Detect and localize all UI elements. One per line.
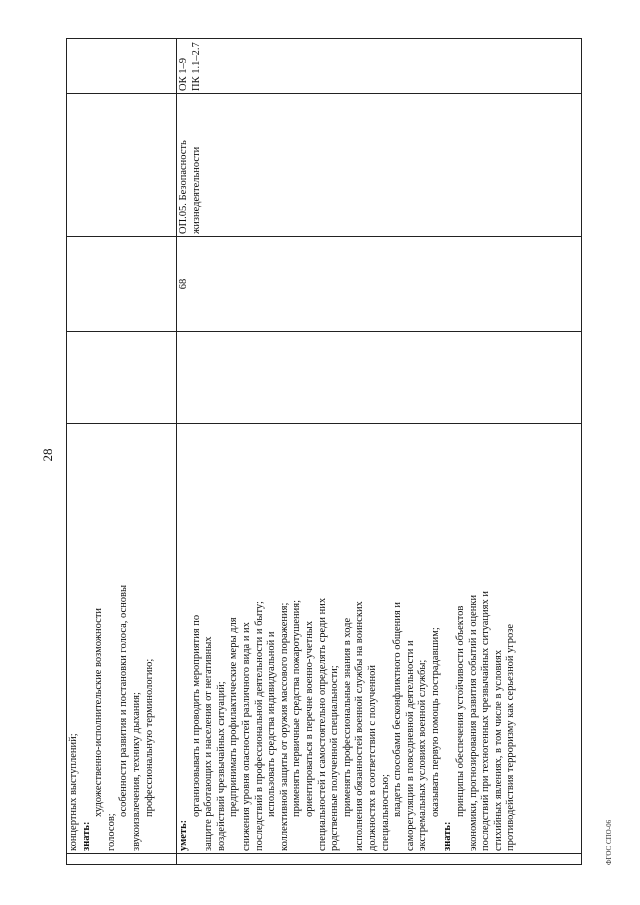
list-item: противодействия терроризму как серьезной угрозе bbox=[505, 623, 517, 851]
list-item: защите работающих и населения от негативных bbox=[203, 636, 215, 851]
competences-cell bbox=[177, 39, 582, 94]
discipline-cell bbox=[177, 94, 582, 237]
list-item: профессиональную терминологию; bbox=[143, 658, 155, 817]
list-item: владеть способами бесконфликтного общения и bbox=[392, 602, 404, 817]
list-item: оказывать первую помощь пострадавшим; bbox=[429, 627, 441, 817]
znat-label: знать: bbox=[80, 821, 92, 851]
row-index-cell bbox=[67, 854, 177, 865]
table-row-music bbox=[67, 39, 177, 865]
list-item: должностях в соответствии с полученной bbox=[366, 665, 378, 851]
row-index-cell bbox=[177, 854, 582, 865]
page-number: 28 bbox=[40, 448, 55, 462]
list-item: последствий при техногенных чрезвычайных ситуациях и bbox=[480, 591, 492, 851]
list-item: художественно-исполнительские возможности bbox=[93, 607, 105, 817]
requirements-cell bbox=[67, 424, 177, 854]
umet-label: уметь: bbox=[178, 819, 189, 851]
table-row-bzhd bbox=[177, 39, 582, 865]
list-item: последствий в профессиональной деятельности и быту; bbox=[253, 601, 265, 851]
list-item: применять профессиональные знания в ходе bbox=[341, 617, 353, 817]
list-item: звукоизвлечения, технику дыхания; bbox=[130, 692, 142, 851]
znat-label: знать: bbox=[442, 821, 454, 851]
max-hours-cell bbox=[177, 332, 582, 424]
footer-label: ФГОС СПО-06 bbox=[605, 819, 613, 865]
requirements-cell bbox=[177, 424, 582, 854]
list-item: специальностью; bbox=[379, 774, 391, 851]
discipline-cell bbox=[67, 94, 177, 237]
list-item: организовывать и проводить мероприятия по bbox=[190, 614, 202, 817]
list-item: специальностей и самостоятельно определять среди них bbox=[316, 597, 328, 851]
max-hours-cell bbox=[67, 332, 177, 424]
list-item: предпринимать профилактические меры для bbox=[228, 617, 240, 817]
list-item: стихийных явлениях, в том числе в условиях bbox=[492, 649, 504, 851]
discipline-name: ОП.05. Безопасность bbox=[178, 140, 189, 234]
competence-code: ПК 1.1–2.7 bbox=[190, 42, 202, 91]
list-item: голосов; bbox=[105, 813, 117, 851]
hours-value: 68 bbox=[178, 278, 189, 290]
list-item: использовать средства индивидуальной и bbox=[266, 631, 278, 817]
list-item: экономики, прогнозирования развития событий и оценки bbox=[467, 594, 479, 851]
list-item: ориентироваться в перечне военно-учетных bbox=[303, 620, 315, 817]
list-item: родственные полученной специальности; bbox=[329, 665, 341, 851]
list-item: принципы обеспечения устойчивости объектов bbox=[455, 605, 467, 817]
continuation-line: концертных выступлений; bbox=[68, 733, 79, 851]
list-item: особенности развития и постановки голоса, основы bbox=[118, 584, 130, 817]
list-item: саморегуляции в повседневной деятельности и bbox=[404, 640, 416, 851]
list-item: коллективной защиты от оружия массового поражения; bbox=[278, 602, 290, 851]
list-item: исполнения обязанностей военной службы на воинских bbox=[354, 601, 366, 851]
competences-cell bbox=[67, 39, 177, 94]
discipline-name: жизнедеятельности bbox=[190, 146, 202, 234]
list-item: применять первичные средства пожаротушения; bbox=[291, 599, 303, 817]
list-item: воздействий чрезвычайных ситуаций; bbox=[215, 681, 227, 851]
standard-table bbox=[66, 38, 582, 865]
hours-cell bbox=[67, 237, 177, 332]
hours-cell bbox=[177, 237, 582, 332]
list-item: снижения уровня опасностей различного вида и их bbox=[240, 622, 252, 851]
list-item: экстремальных условиях военной службы; bbox=[417, 659, 429, 851]
competence-code: ОК 1–9 bbox=[178, 58, 189, 91]
